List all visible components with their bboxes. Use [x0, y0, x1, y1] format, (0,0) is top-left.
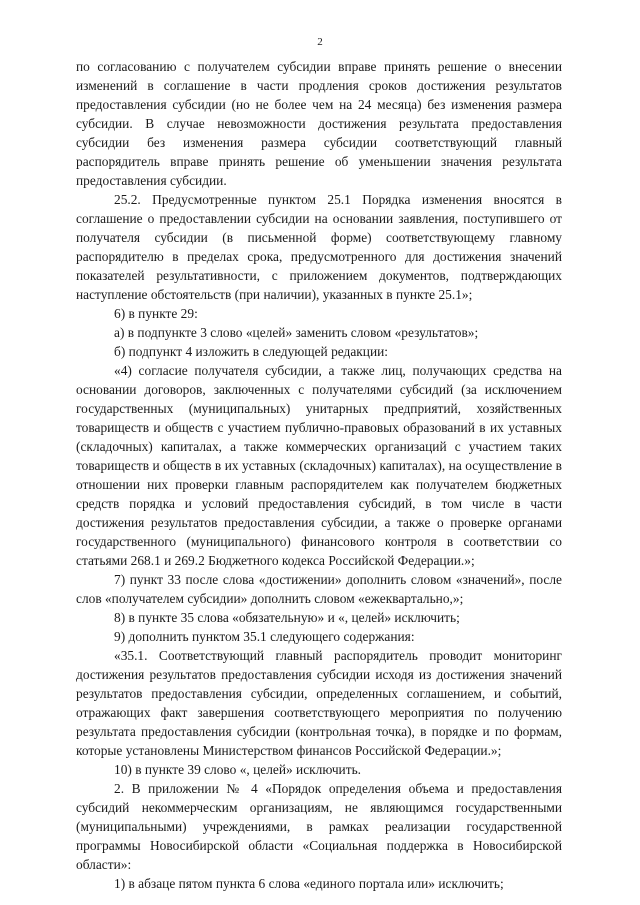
paragraph-item-6: 6) в пункте 29:	[114, 306, 198, 321]
document-body	[76, 57, 562, 893]
paragraph-item-9: 9) дополнить пунктом 35.1 следующего содержания:	[114, 629, 415, 644]
paragraph-subitem-b: б) подпункт 4 изложить в следующей редакции:	[114, 344, 389, 359]
paragraph-section-2: 2. В приложении № 4 «Порядок определения объема и предоставления субсидий некоммерческим организациям, не являющимся государственными (муниципальными) учреждениями, в рамках реализации государственной программы Новосибирской области «Социальная поддержка в Новосибирской области»:	[76, 781, 562, 872]
page-number: 2	[317, 36, 323, 48]
paragraph-quote-4: «4) согласие получателя субсидии, а также лиц, получающих средства на основании договоров, заключенных с получателями субсидий (за исключением государственных (муниципальных) унитарных предприятий, хозяйственных товариществ и обществ с участием публично-правовых образований в их уставных (складочных) капиталах, а также коммерческих организаций с участием таких товариществ и обществ в их уставных (складочных) капиталах), на осуществление в отношении них проверки главным распорядителем как получателем бюджетных средств порядка и условий предоставления субсидий, в том числе в части достижения результатов предоставления субсидии, а также о проверке органами государственного (муниципального) финансового контроля в соответствии со статьями 268.1 и 269.2 Бюджетного кодекса Российской Федерации.»;	[76, 363, 562, 568]
paragraph-subitem-a: а) в подпункте 3 слово «целей» заменить словом «результатов»;	[114, 325, 479, 340]
paragraph-item-8: 8) в пункте 35 слова «обязательную» и «, целей» исключить;	[114, 610, 460, 625]
paragraph-item-7: 7) пункт 33 после слова «достижении» дополнить словом «значений», после слов «получателем субсидии» дополнить словом «ежеквартально,»;	[76, 572, 562, 606]
paragraph-quote-35-1: «35.1. Соответствующий главный распорядитель проводит мониторинг достижения результатов предоставления субсидии исходя из достижения значений результатов предоставления субсидии, определенных соглашением, и событий, отражающих факт завершения соответствующего мероприятия по получению результата предоставления субсидии (контрольная точка), в порядке и по формам, которые установлены Министерством финансов Российской Федерации.»;	[76, 648, 562, 758]
paragraph-continuation: по согласованию с получателем субсидии вправе принять решение о внесении изменений в соглашение в части продления сроков достижения результатов предоставления субсидии (но не более чем на 24 месяца) без изменения размера субсидии. В случае невозможности достижения результата предоставления субсидии без изменения размера субсидии соответствующий главный распорядитель вправе принять решение об уменьшении значения результата предоставления субсидии.	[76, 59, 562, 188]
paragraph-item-10: 10) в пункте 39 слово «, целей» исключить.	[114, 762, 362, 777]
paragraph-25-2: 25.2. Предусмотренные пунктом 25.1 Порядка изменения вносятся в соглашение о предоставлении субсидии на основании заявления, поступившего от получателя субсидии (в письменной форме) соответствующему главному распорядителю в пределах срока, предусмотренного для достижения значений показателей результативности, с приложением документов, подтверждающих наступление обстоятельств (при наличии), указанных в пункте 25.1»;	[76, 192, 562, 302]
paragraph-section-2-item-1: 1) в абзаце пятом пункта 6 слова «единого портала или» исключить;	[114, 876, 504, 891]
